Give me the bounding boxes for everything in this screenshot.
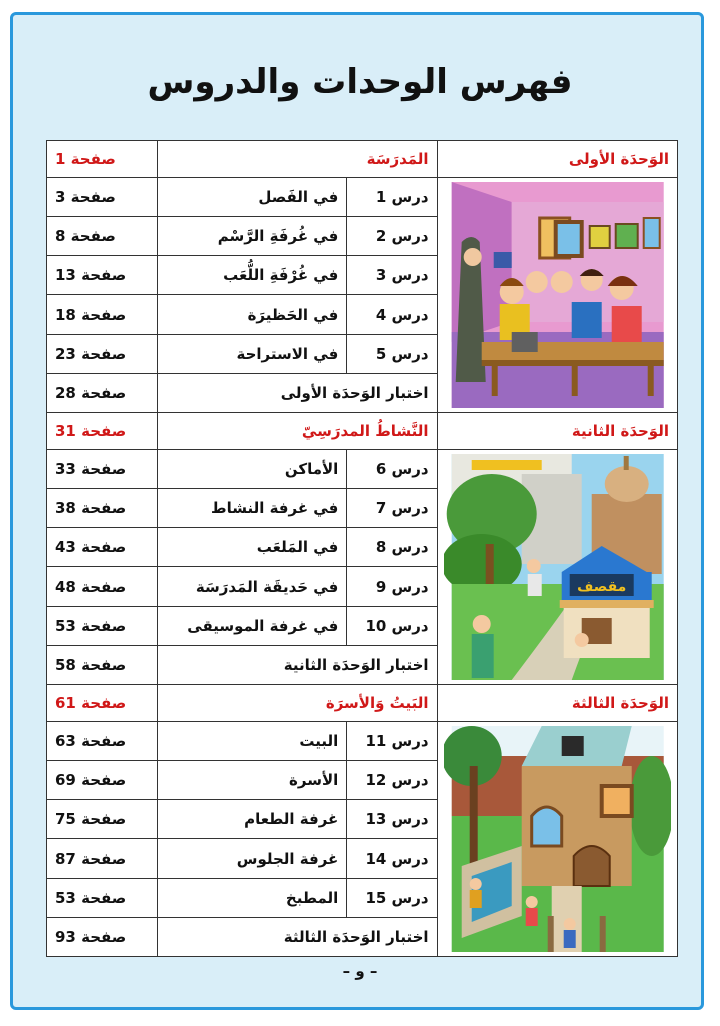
unit-header-row [47, 685, 678, 722]
page-title: فهرس الوحدات والدروس [147, 62, 573, 102]
lesson-page: صفحة 33 [47, 450, 158, 489]
unit-page: صفحة 1 [47, 141, 158, 178]
lesson-number: درس 7 [347, 489, 437, 528]
lesson-page: صفحة 38 [47, 489, 158, 528]
lesson-name: في الاستراحة [157, 334, 347, 373]
unit-label: الوَحدَة الأولى [437, 141, 677, 178]
lesson-name: في الفَصل [157, 178, 347, 217]
lesson-page: صفحة 13 [47, 256, 158, 295]
lesson-page: صفحة 53 [47, 878, 158, 917]
lesson-number: درس 13 [347, 800, 437, 839]
lesson-page: صفحة 18 [47, 295, 158, 334]
exam-page: صفحة 28 [47, 373, 158, 412]
lesson-page: صفحة 53 [47, 606, 158, 645]
lesson-name: في المَلعَب [157, 528, 347, 567]
lesson-page: صفحة 8 [47, 217, 158, 256]
lesson-page: صفحة 23 [47, 334, 158, 373]
canteen-sign: مقصف [576, 579, 626, 595]
lesson-name: في غُرفَةِ الرَّسْم [157, 217, 347, 256]
exam-name: اختبار الوَحدَة الأولى [157, 373, 437, 412]
lesson-row [47, 178, 678, 217]
house-illustration [444, 726, 671, 952]
unit-illustration-classroom [437, 178, 677, 413]
lesson-row [47, 722, 678, 761]
classroom-illustration [444, 182, 671, 408]
lesson-name: البيت [157, 722, 347, 761]
lesson-name: في غُرْفَةِ اللُّعَب [157, 256, 347, 295]
lesson-number: درس 4 [347, 295, 437, 334]
exam-name: اختبار الوَحدَة الثالثة [157, 917, 437, 956]
index-table [46, 140, 678, 957]
lesson-number: درس 5 [347, 334, 437, 373]
unit-header-row [47, 413, 678, 450]
lesson-page: صفحة 75 [47, 800, 158, 839]
lesson-page: صفحة 87 [47, 839, 158, 878]
lesson-number: درس 8 [347, 528, 437, 567]
lesson-name: الأماكن [157, 450, 347, 489]
lesson-page: صفحة 43 [47, 528, 158, 567]
lesson-name: في غرفة النشاط [157, 489, 347, 528]
lesson-number: درس 6 [347, 450, 437, 489]
lesson-number: درس 1 [347, 178, 437, 217]
lesson-name: في حَديقَة المَدرَسَة [157, 567, 347, 606]
lesson-page: صفحة 48 [47, 567, 158, 606]
lesson-name: الأسرة [157, 761, 347, 800]
lesson-number: درس 10 [347, 606, 437, 645]
lesson-number: درس 12 [347, 761, 437, 800]
lesson-number: درس 2 [347, 217, 437, 256]
lesson-number: درس 11 [347, 722, 437, 761]
lesson-page: صفحة 3 [47, 178, 158, 217]
lesson-name: في غرفة الموسيقى [157, 606, 347, 645]
lesson-number: درس 3 [347, 256, 437, 295]
lesson-number: درس 9 [347, 567, 437, 606]
school-yard-illustration [444, 454, 671, 680]
lesson-number: درس 15 [347, 878, 437, 917]
unit-theme: المَدرَسَة [157, 141, 437, 178]
lesson-name: غرفة الجلوس [157, 839, 347, 878]
unit-theme: البَيتُ وَالأسرَة [157, 685, 437, 722]
unit-theme: النَّشاطُ المدرَسِيّ [157, 413, 437, 450]
lesson-name: غرفة الطعام [157, 800, 347, 839]
lesson-page: صفحة 63 [47, 722, 158, 761]
lesson-name: في الحَظيرَة [157, 295, 347, 334]
lesson-row [47, 450, 678, 489]
lesson-name: المطبخ [157, 878, 347, 917]
exam-name: اختبار الوَحدَة الثانية [157, 645, 437, 684]
unit-illustration-school-yard [437, 450, 677, 685]
lesson-page: صفحة 69 [47, 761, 158, 800]
lesson-number: درس 14 [347, 839, 437, 878]
unit-label: الوَحدَة الثالثة [437, 685, 677, 722]
unit-illustration-house [437, 722, 677, 957]
unit-header-row [47, 141, 678, 178]
unit-page: صفحة 61 [47, 685, 158, 722]
page-number: – و – [342, 962, 378, 980]
exam-page: صفحة 58 [47, 645, 158, 684]
unit-label: الوَحدَة الثانية [437, 413, 677, 450]
exam-page: صفحة 93 [47, 917, 158, 956]
unit-page: صفحة 31 [47, 413, 158, 450]
